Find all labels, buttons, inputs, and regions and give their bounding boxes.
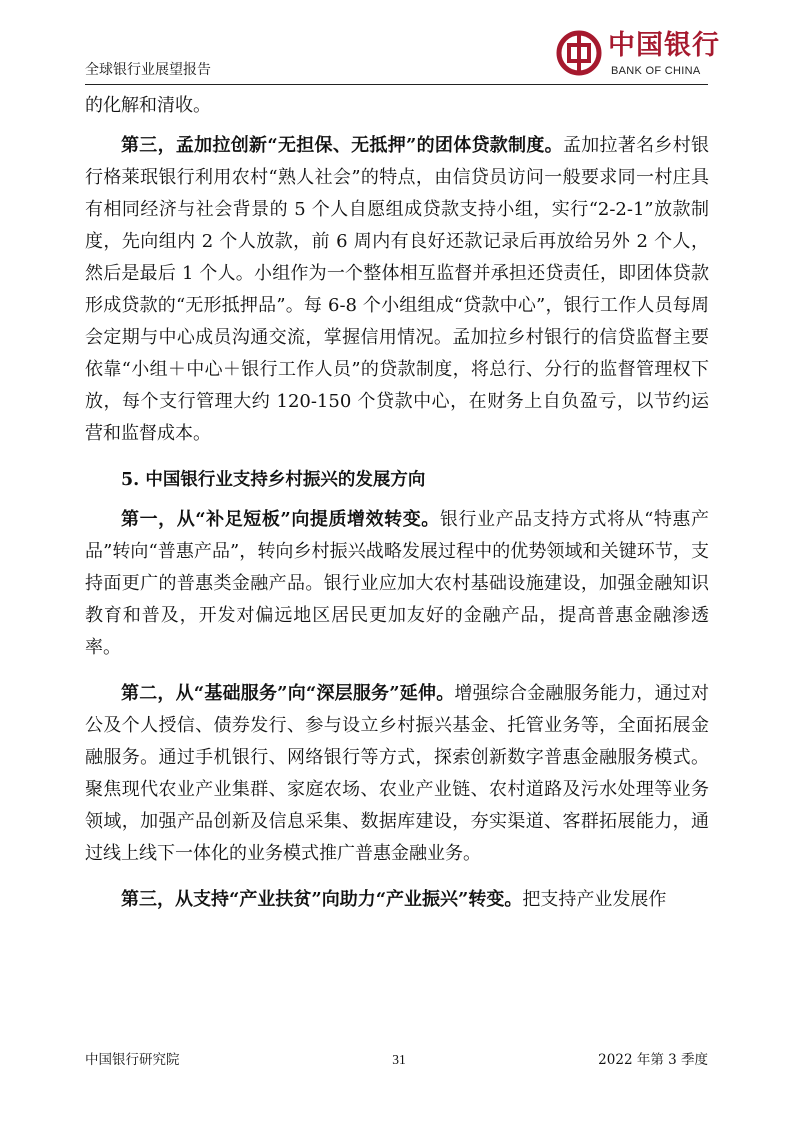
paragraph-direction-one [85, 504, 709, 664]
page-number: 31 [392, 1052, 406, 1067]
paragraph-lead: 第一，从“补足短板”向提质增效转变。 [121, 509, 440, 530]
logo-chinese-name: 中国银行 [608, 30, 720, 61]
paragraph-body: 把支持产业发展作 [522, 889, 667, 910]
paragraph-body: 孟加拉著名乡村银行格莱珉银行利用农村“熟人社会”的特点，由信贷员访问一般要求同一村庄具有相同经济与社会背景的 5 个人自愿组成贷款支持小组，实行“2-2-1”放款制度，先向组内 2 个人放款，前 6 周内有良好还款记录后再放给另外 2 个人，然后是最后 1 个人。小组作为一个整体相互监督并承担还贷责任，即团体贷款形成贷款的“无形抵押品”。每 6-8 个小组组成“贷款中心”，银行工作人员每周会定期与中心成员沟通交流，掌握信用情况。孟加拉乡村银行的信贷监督主要依靠“小组＋中心＋银行工作人员”的贷款制度，将总行、分行的监督管理权下放，每个支行管理大约 120-150 个贷款中心，在财务上自负盈亏，以节约运营和监督成本。 [85, 135, 709, 444]
page-footer [85, 1050, 708, 1070]
header-divider [85, 84, 708, 85]
logo-english-name: BANK OF CHINA [611, 65, 701, 77]
footer-period: 2022 年第 3 季度 [598, 1052, 708, 1068]
paragraph-lead: 第三，孟加拉创新“无担保、无抵押”的团体贷款制度。 [121, 135, 563, 156]
paragraph-body: 增强综合金融服务能力，通过对公及个人授信、债券发行、参与设立乡村振兴基金、托管业务等，全面拓展金融服务。通过手机银行、网络银行等方式，探索创新数字普惠金融服务模式。聚焦现代农业产业集群、家庭农场、农业产业链、农村道路及污水处理等业务领域，加强产品创新及信息采集、数据库建设，夯实渠道、客群拓展能力，通过线上线下一体化的业务模式推广普惠金融业务。 [85, 683, 709, 864]
paragraph-lead: 第三，从支持“产业扶贫”向助力“产业振兴”转变。 [121, 889, 523, 910]
bank-of-china-logo [556, 30, 720, 80]
bank-of-china-emblem-icon [556, 30, 602, 76]
paragraph-continuation: 的化解和清收。 [85, 95, 211, 116]
paragraph-lead: 第二，从“基础服务”向“深层服务”延伸。 [121, 683, 455, 704]
paragraph-direction-two [85, 678, 709, 870]
paragraph-body: 银行业产品支持方式将从“特惠产品”转向“普惠产品”，转向乡村振兴战略发展过程中的优势领域和关键环节，支持面更广的普惠类金融产品。银行业应加大农村基础设施建设，加强金融知识教育和普及，开发对偏远地区居民更加友好的金融产品，提高普惠金融渗透率。 [85, 509, 709, 658]
section-heading: 5. 中国银行业支持乡村振兴的发展方向 [121, 470, 426, 490]
footer-institute: 中国银行研究院 [85, 1052, 180, 1068]
paragraph-bangladesh-group-lending [85, 130, 709, 450]
main-content [85, 90, 709, 916]
paragraph-direction-three [85, 884, 709, 916]
report-title: 全球银行业展望报告 [85, 62, 211, 78]
